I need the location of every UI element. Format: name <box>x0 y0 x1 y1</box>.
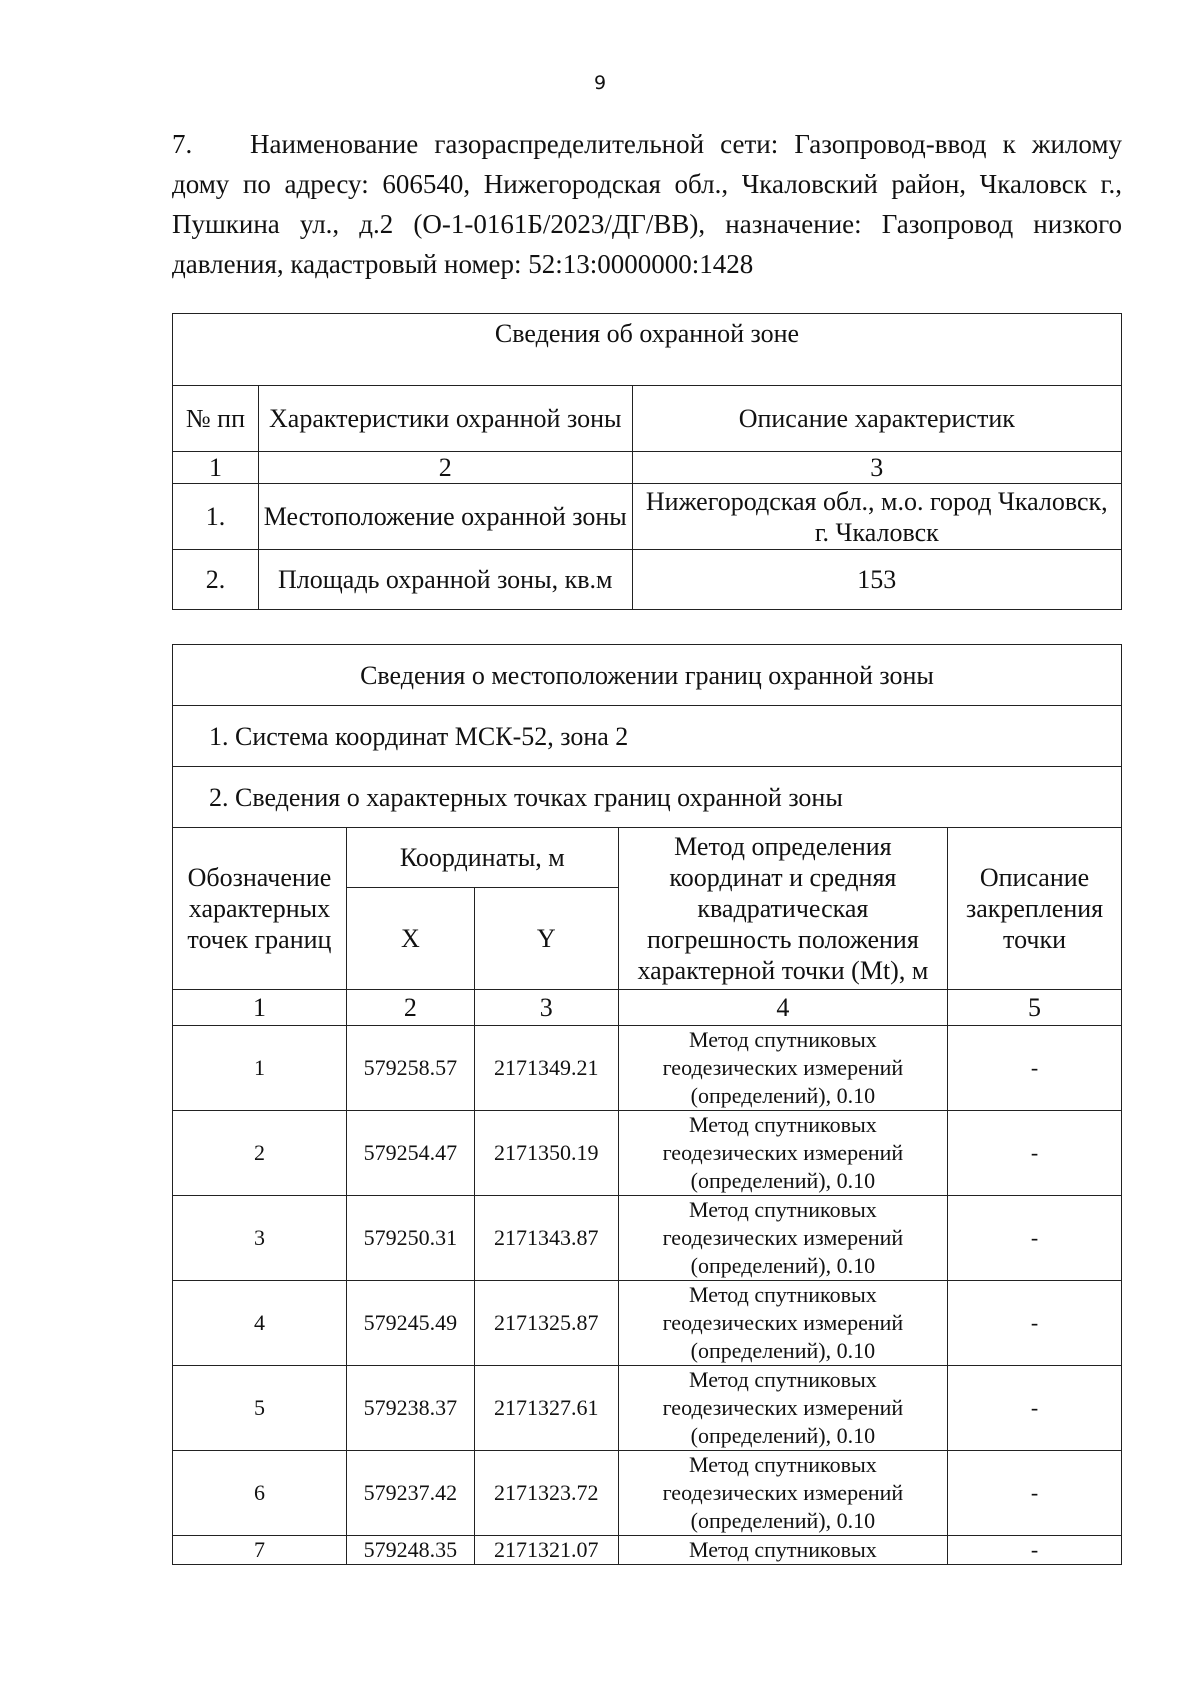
table-row <box>173 1111 1122 1196</box>
zone-row-characteristic: Площадь охранной зоны, кв.м <box>258 550 632 610</box>
zone-row-number: 1. <box>173 484 259 550</box>
index-cell: 1 <box>173 990 347 1026</box>
header-fixing: Описание закрепления точки <box>948 828 1122 990</box>
zone-index-cell: 1 <box>173 452 259 484</box>
point-x: 579258.57 <box>346 1026 474 1111</box>
point-id: 5 <box>173 1366 347 1451</box>
zone-row-characteristic: Местоположение охранной зоны <box>258 484 632 550</box>
point-method: Метод спутниковых <box>618 1536 947 1565</box>
header-method: Метод определения координат и средняя квадратическая погрешность положения характерной точки (Mt), м <box>618 828 947 990</box>
zone-index-cell: 3 <box>632 452 1121 484</box>
point-method: Метод спутниковых геодезических измерений (определений), 0.10 <box>618 1111 947 1196</box>
point-y: 2171349.21 <box>474 1026 618 1111</box>
zone-table-title: Сведения об охранной зоне <box>173 314 1122 386</box>
boundary-points-table <box>172 644 1122 1565</box>
page-number: 9 <box>593 72 607 94</box>
point-fixing: - <box>948 1111 1122 1196</box>
point-fixing: - <box>948 1281 1122 1366</box>
point-x: 579250.31 <box>346 1196 474 1281</box>
network-description-text: Наименование газораспределительной сети: Газопровод-ввод к жилому дому по адресу: 606540, Нижегородская обл., Чкаловский район, Чкаловск г., Пушкина ул., д.2 (О-1-0161Б/2023/ДГ/ВВ), назначение: Газопровод низкого давления, кадастровый номер: 52:13:0000000:1428 <box>172 129 1122 279</box>
header-designation: Обозначение характерных точек границ <box>173 828 347 990</box>
point-method: Метод спутниковых геодезических измерений (определений), 0.10 <box>618 1026 947 1111</box>
point-fixing: - <box>948 1196 1122 1281</box>
table-row <box>173 1196 1122 1281</box>
point-method: Метод спутниковых геодезических измерений (определений), 0.10 <box>618 1366 947 1451</box>
points-section-title: 2. Сведения о характерных точках границ охранной зоны <box>173 767 1122 828</box>
point-x: 579245.49 <box>346 1281 474 1366</box>
point-method: Метод спутниковых геодезических измерений (определений), 0.10 <box>618 1281 947 1366</box>
table-row <box>173 484 1122 550</box>
point-x: 579238.37 <box>346 1366 474 1451</box>
point-id: 1 <box>173 1026 347 1111</box>
index-cell: 3 <box>474 990 618 1026</box>
point-fixing: - <box>948 1026 1122 1111</box>
point-y: 2171323.72 <box>474 1451 618 1536</box>
point-y: 2171327.61 <box>474 1366 618 1451</box>
table-row <box>173 1536 1122 1565</box>
point-fixing: - <box>948 1536 1122 1565</box>
point-fixing: - <box>948 1366 1122 1451</box>
zone-index-cell: 2 <box>258 452 632 484</box>
table-row <box>173 1281 1122 1366</box>
zone-header-number: № пп <box>173 386 259 452</box>
index-cell: 4 <box>618 990 947 1026</box>
item-number: 7. <box>172 129 193 159</box>
point-id: 2 <box>173 1111 347 1196</box>
point-id: 4 <box>173 1281 347 1366</box>
table-row <box>173 1026 1122 1111</box>
table-row <box>173 1451 1122 1536</box>
point-method: Метод спутниковых геодезических измерений (определений), 0.10 <box>618 1451 947 1536</box>
point-x: 579248.35 <box>346 1536 474 1565</box>
zone-row-description: Нижегородская обл., м.о. город Чкаловск, г. Чкаловск <box>632 484 1121 550</box>
index-cell: 5 <box>948 990 1122 1026</box>
header-x: X <box>346 888 474 990</box>
point-fixing: - <box>948 1451 1122 1536</box>
index-cell: 2 <box>346 990 474 1026</box>
network-description <box>172 124 1122 284</box>
table-row <box>173 550 1122 610</box>
point-id: 6 <box>173 1451 347 1536</box>
point-method: Метод спутниковых геодезических измерений (определений), 0.10 <box>618 1196 947 1281</box>
zone-row-number: 2. <box>173 550 259 610</box>
table-row <box>173 1366 1122 1451</box>
zone-header-description: Описание характеристик <box>632 386 1121 452</box>
coordinate-system: 1. Система координат МСК-52, зона 2 <box>173 706 1122 767</box>
point-y: 2171343.87 <box>474 1196 618 1281</box>
boundary-table-title: Сведения о местоположении границ охранной зоны <box>173 645 1122 706</box>
point-x: 579254.47 <box>346 1111 474 1196</box>
point-y: 2171321.07 <box>474 1536 618 1565</box>
point-y: 2171325.87 <box>474 1281 618 1366</box>
point-x: 579237.42 <box>346 1451 474 1536</box>
zone-row-description: 153 <box>632 550 1121 610</box>
header-y: Y <box>474 888 618 990</box>
point-y: 2171350.19 <box>474 1111 618 1196</box>
header-coordinates: Координаты, м <box>346 828 618 888</box>
zone-header-characteristic: Характеристики охранной зоны <box>258 386 632 452</box>
protection-zone-table <box>172 313 1122 610</box>
point-id: 7 <box>173 1536 347 1565</box>
point-id: 3 <box>173 1196 347 1281</box>
